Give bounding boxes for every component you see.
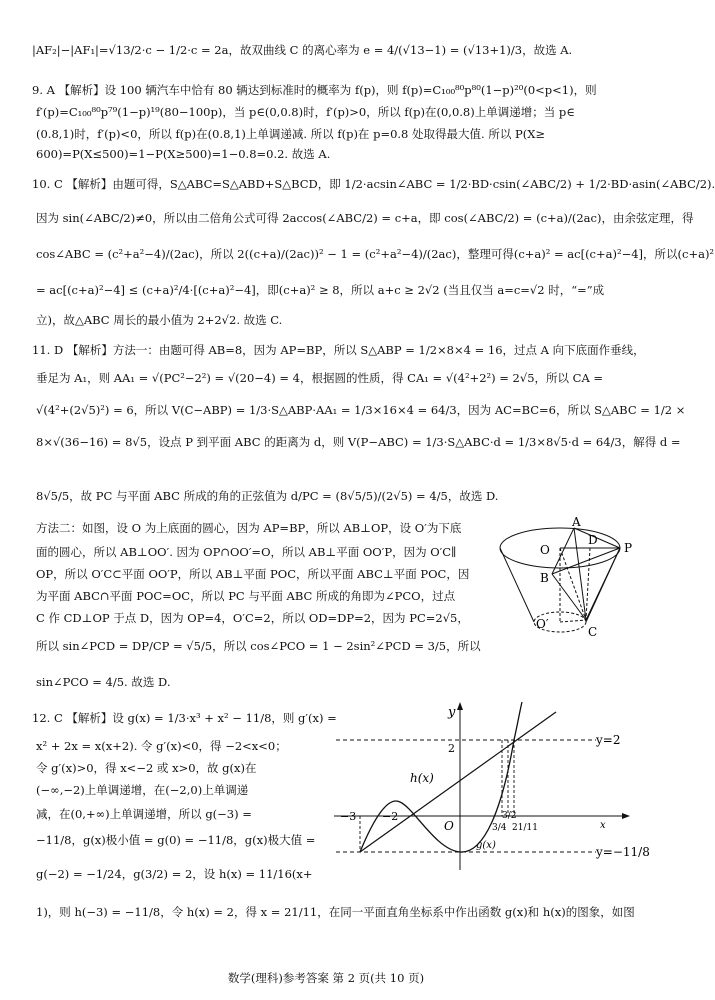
method2-line: 面的圆心，所以 AB⊥OO′. 因为 OP∩OO′=O，所以 AB⊥平面 OO′P，因为 O′C∥ <box>36 545 457 559</box>
text-line: f′(p)=C₁₀₀⁸⁰p⁷⁹(1−p)¹⁹(80−100p)，当 p∈(0,0.8)时，f′(p)>0，所以 f(p)在(0,0.8)上单调递增；当 p∈ <box>36 105 575 119</box>
q12-line: −11/8，g(x)极小值 = g(0) = −11/8，g(x)极大值 = <box>36 833 316 847</box>
q12-line: (−∞,−2)上单调递增，在(−2,0)上单调递 <box>36 783 249 797</box>
text-line: (0.8,1)时，f′(p)<0，所以 f(p)在(0.8,1)上单调递减. 所以 f(p)在 p=0.8 处取得最大值. 所以 P(X≥ <box>36 127 546 141</box>
x-axis-label: x <box>600 820 606 831</box>
text-line: 10. C 【解析】由题可得，S△ABC=S△ABD+S△BCD，即 1/2·acsin∠ABC = 1/2·BD·csin(∠ABC/2) + 1/2·BD·asin(∠ABC/2). <box>32 177 715 191</box>
hx-label: h(x) <box>410 771 434 785</box>
tick-2111-label: 21/11 <box>512 823 538 833</box>
q12-line: 令 g′(x)>0，得 x<−2 或 x>0，故 g(x)在 <box>36 761 257 775</box>
text-line: √(4²+(2√5)²) = 6，所以 V(C−ABP) = 1/3·S△ABP·AA₁ = 1/3×16×4 = 64/3，因为 AC=BC=6，所以 S△ABC = 1/2 × <box>36 403 686 417</box>
text-line: |AF₂|−|AF₁|=√13/2·c − 1/2·c = 2a，故双曲线 C 的离心率为 e = 4/(√13−1) = (√13+1)/3，故选 A. <box>32 43 573 57</box>
text-line: = ac[(c+a)²−4] ≤ (c+a)²/4·[(c+a)²−4]，即(c+a)² ≥ 8，所以 a+c ≥ 2√2 (当且仅当 a=c=√2 时，“=”成 <box>36 283 605 297</box>
text-line: 11. D 【解析】方法一：由题可得 AB=8，因为 AP=BP，所以 S△ABP = 1/2×8×4 = 16，过点 A 向下底面作垂线， <box>32 343 645 357</box>
tick-2-label: 2 <box>448 742 455 755</box>
method2-line: OP，所以 O′C⊂平面 OO′P，所以 AB⊥平面 POC，所以平面 ABC⊥平面 POC，因 <box>36 567 470 581</box>
text-line: 8×√(36−16) = 8√5，设点 P 到平面 ABC 的距离为 d，则 V(P−ABC) = 1/3·S△ABC·d = 1/3×8√5·d = 64/3，解得 d = <box>36 435 681 449</box>
tick-34-label: 3/4 <box>492 823 507 833</box>
q12-line: 减，在(0,+∞)上单调递增，所以 g(−3) = <box>36 807 252 821</box>
y2-label: y=2 <box>596 733 621 747</box>
q12-line: 1)，则 h(−3) = −11/8，令 h(x) = 2，得 x = 21/11，在同一平面直角坐标系中作出函数 g(x)和 h(x)的图象，如图 <box>36 905 635 919</box>
cone-label-a: A <box>572 515 581 529</box>
ymin-label: y=−11/8 <box>596 845 650 859</box>
text-line: 立)，故△ABC 周长的最小值为 2+2√2. 故选 C. <box>36 313 283 327</box>
text-line: 因为 sin(∠ABC/2)≠0，所以由二倍角公式可得 2accos(∠ABC/2) = c+a，即 cos(∠ABC/2) = (c+a)/(2ac)，由余弦定理，得 <box>36 211 694 225</box>
cone-label-o: O <box>540 543 550 557</box>
cone-label-c: C <box>588 625 598 639</box>
text-line: 9. A 【解析】设 100 辆汽车中恰有 80 辆达到标准时的概率为 f(p)，则 f(p)=C₁₀₀⁸⁰p⁸⁰(1−p)²⁰(0<p<1)，则 <box>32 83 597 97</box>
q12-line: 12. C 【解析】设 g(x) = 1/3·x³ + x² − 11/8，则 g′(x) = <box>32 711 337 725</box>
page-footer: 数学(理科)参考答案 第 2 页(共 10 页) <box>227 971 425 985</box>
method2-line: 方法二：如图，设 O 为上底面的圆心，因为 AP=BP，所以 AB⊥OP，设 O′为下底 <box>36 521 462 535</box>
truncated-cone-figure <box>496 515 636 642</box>
method2-line: 为平面 ABC∩平面 POC=OC，所以 PC 与平面 ABC 所成的角即为∠PCO，过点 <box>36 589 456 603</box>
text-line: 600)=P(X≤500)=1−P(X≥500)=1−0.8=0.2. 故选 A. <box>36 147 331 161</box>
method2-line: C 作 CD⊥OP 于点 D，因为 OP=4，O′C=2，所以 OD=DP=2，因为 PC=2√5， <box>36 611 469 625</box>
tick-32-label: 3/2 <box>502 811 517 821</box>
q12-line: g(−2) = −1/24，g(3/2) = 2，设 h(x) = 11/16(x+ <box>36 867 313 881</box>
cone-label-b: B <box>540 571 549 585</box>
y-axis-label: y <box>448 705 456 720</box>
tick-neg2-label: −2 <box>382 810 399 823</box>
text-line: 8√5/5，故 PC 与平面 ABC 所成的角的正弦值为 d/PC = (8√5/5)/(2√5) = 4/5，故选 D. <box>36 489 499 503</box>
gx-label: g(x) <box>476 840 496 851</box>
method2-line: 所以 sin∠PCD = DP/CP = √5/5，所以 cos∠PCO = 1 − 2sin²∠PCD = 3/5，所以 <box>36 639 481 653</box>
cone-label-o-prime: O′ <box>536 617 549 631</box>
q12-line: x² + 2x = x(x+2). 令 g′(x)<0，得 −2<x<0； <box>36 739 287 753</box>
text-line: cos∠ABC = (c²+a²−4)/(2ac)，所以 2((c+a)/(2ac))² − 1 = (c²+a²−4)/(2ac)，整理可得(c+a)² = ac[(c+a)²−4]，所以(c+a)² <box>36 247 715 261</box>
text-line: 垂足为 A₁，则 AA₁ = √(PC²−2²) = √(20−4) = 4，根据圆的性质，得 CA₁ = √(4²+2²) = 2√5，所以 CA = <box>36 371 604 385</box>
method2-line: sin∠PCO = 4/5. 故选 D. <box>36 675 171 689</box>
cone-label-p: P <box>624 541 633 555</box>
tick-neg3-label: −3 <box>340 810 357 823</box>
cone-label-d: D <box>588 533 598 547</box>
origin-label: O <box>444 819 454 833</box>
function-graph-figure <box>326 700 650 876</box>
